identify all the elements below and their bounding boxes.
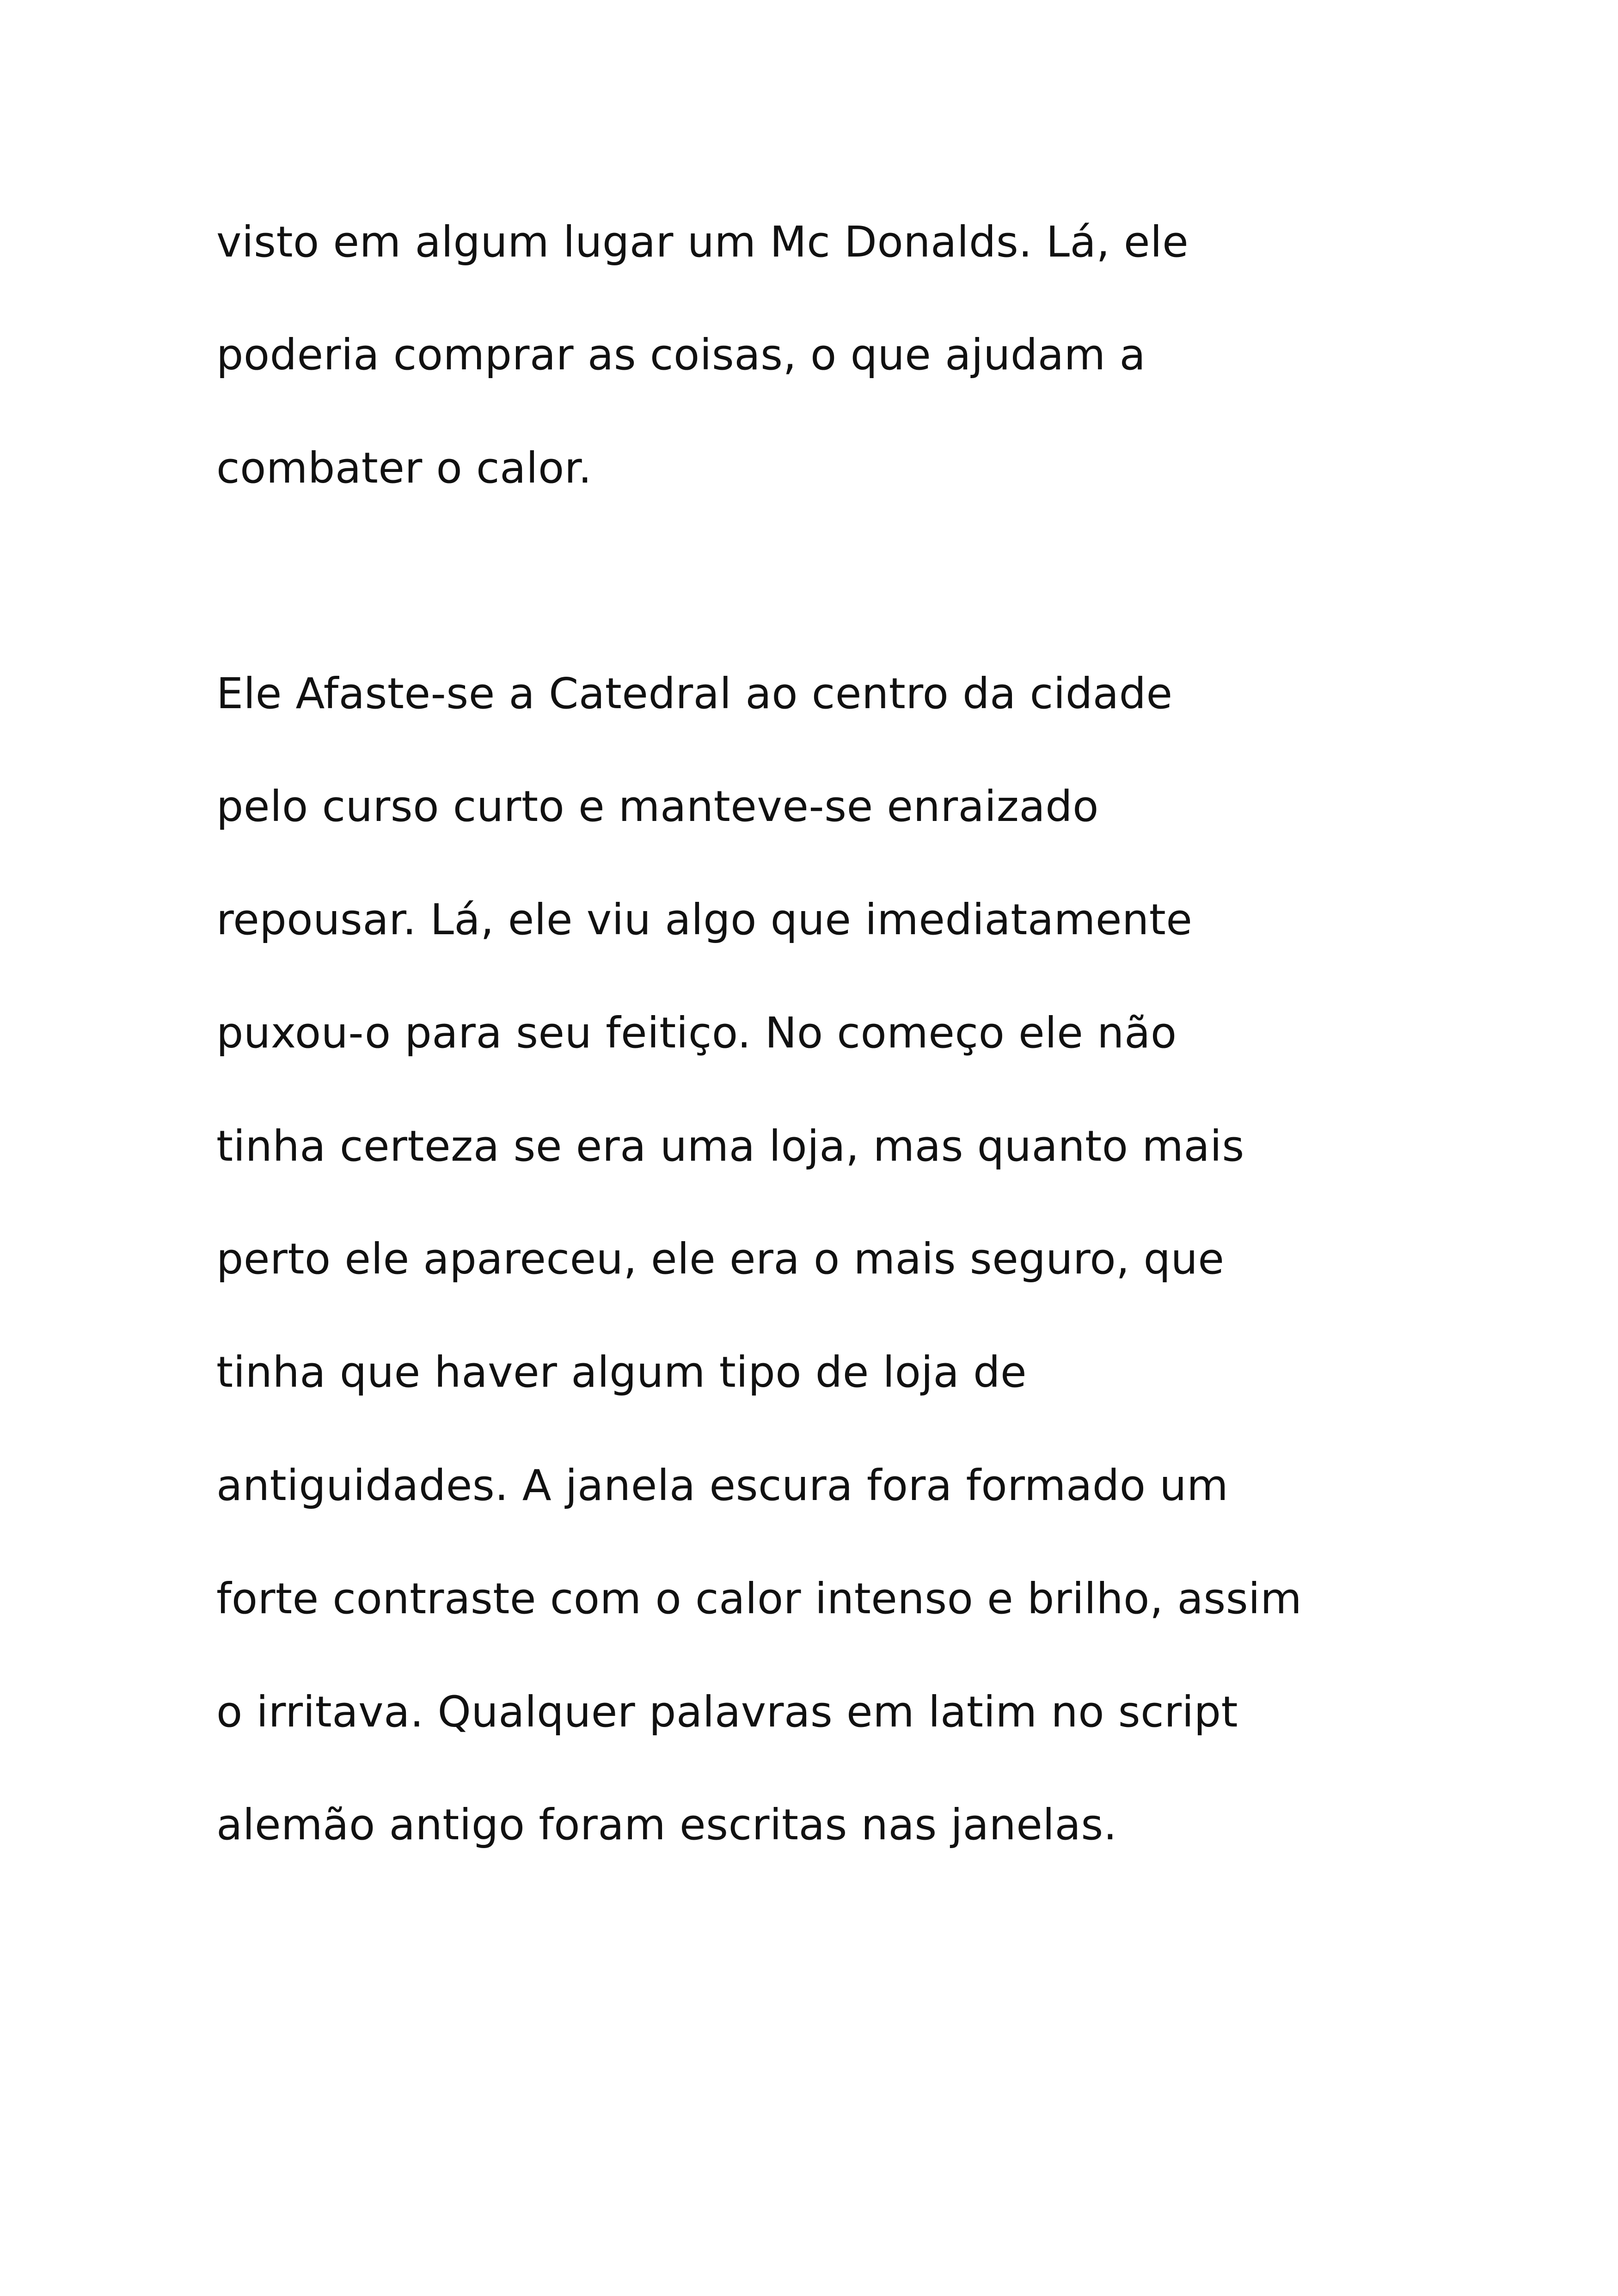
text-line: alemão antigo foram escritas nas janelas. bbox=[216, 1800, 1117, 1849]
text-line: repousar. Lá, ele viu algo que imediatamente bbox=[216, 895, 1193, 944]
text-line: pelo curso curto e manteve-se enraizado bbox=[216, 782, 1099, 831]
text-line: tinha que haver algum tipo de loja de bbox=[216, 1347, 1027, 1397]
text-line: o irritava. Qualquer palavras em latim no script bbox=[216, 1687, 1238, 1737]
text-line: tinha certeza se era uma loja, mas quanto mais bbox=[216, 1121, 1244, 1171]
text-line: Ele Afaste-se a Catedral ao centro da cidade bbox=[216, 669, 1173, 718]
text-line: puxou-o para seu feitiço. No começo ele não bbox=[216, 1008, 1177, 1058]
text-line: visto em algum lugar um Mc Donalds. Lá, ele bbox=[216, 217, 1189, 267]
text-line: combater o calor. bbox=[216, 443, 592, 493]
text-line: poderia comprar as coisas, o que ajudam a bbox=[216, 330, 1146, 380]
text-line: forte contraste com o calor intenso e brilho, assim bbox=[216, 1574, 1302, 1623]
text-line: perto ele apareceu, ele era o mais seguro, que bbox=[216, 1234, 1225, 1284]
text-line: antiguidades. A janela escura fora formado um bbox=[216, 1461, 1229, 1510]
